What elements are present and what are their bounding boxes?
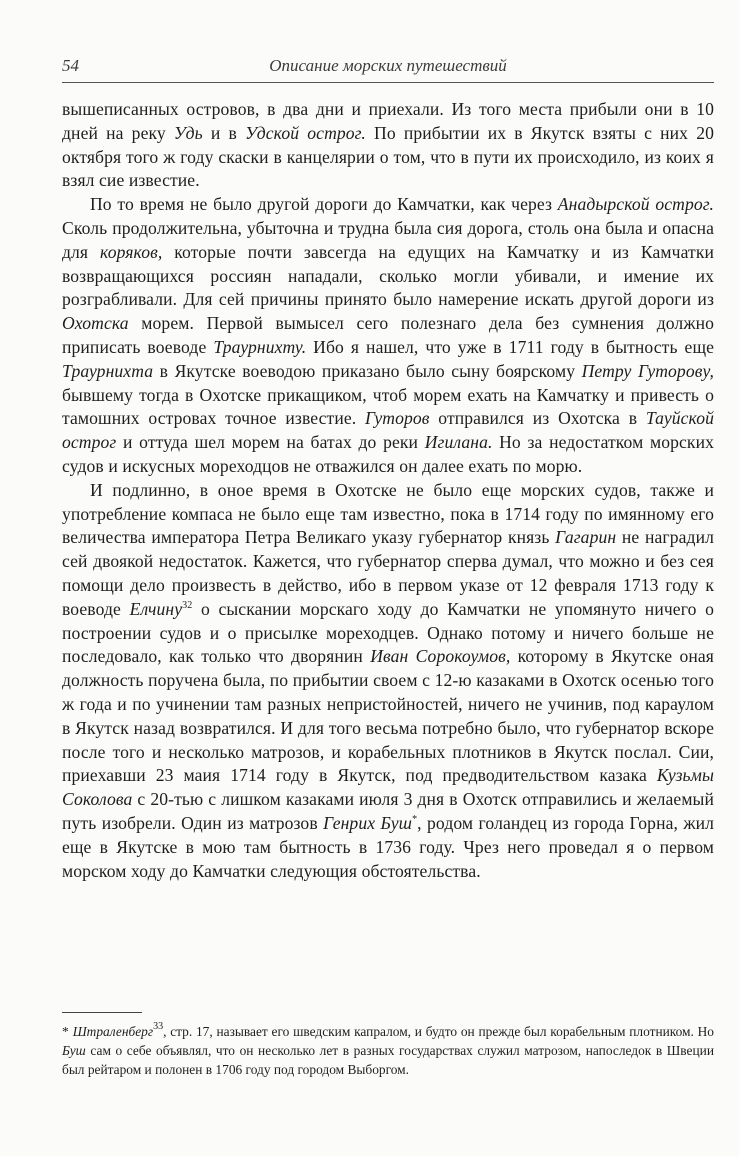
text-run: Но за недостатком морских судов и искусных мореходцов не отважился он далее ехать по морю. (62, 432, 714, 476)
italic-name: Штраленберг (72, 1024, 154, 1039)
footnote-text (62, 1021, 714, 1077)
paragraph (62, 479, 714, 884)
italic-name: коряков, (100, 241, 163, 262)
italic-name: Игилана. (424, 432, 493, 453)
italic-name: Елчину (129, 598, 183, 619)
text-run: о сыскании морскаго ходу до Камчатки не упомянуто ничего о построении судов и о присылке мореходцев. Однако потому и ничего больше не последовало, как только что дворянин (62, 598, 714, 667)
text-run: и в (202, 122, 246, 143)
text-run: Сколь продолжительна, убыточна и трудна была сия дорога, столь она была и опасна для (62, 217, 714, 262)
text-run: сам о себе объявлял, что он несколько лет в разных государствах служил матрозом, напоследок в Швеции был рейтаром и полонен в 1706 году под городом Выборгом. (62, 1043, 714, 1077)
text-run: , стр. 17, называет его шведским капралом, и будто он прежде был корабельным плотником. Но (163, 1024, 714, 1039)
italic-name: Траурнихта (62, 360, 154, 381)
italic-name: Удь (173, 122, 203, 143)
italic-name: Гагарин (555, 527, 617, 548)
paragraph (62, 98, 714, 193)
text-run: и оттуда шел морем на батах до реки (116, 432, 425, 453)
text-run: в Якутске воеводою приказано было сыну боярскому (153, 360, 582, 381)
italic-name: Тауйской острог (62, 408, 714, 453)
note-reference: * (412, 813, 418, 825)
text-run: которые почти завсегда на едущих на Камчатку и из Камчатки возвращающихся россиян нападали, сколько могли убивали, и имение их розграбливали. Для сей причины принято было намерение искать другой дороги из (62, 241, 714, 310)
text-run: с 20-тью с лишком казаками июля 3 дня в Охотск отправились и желаемый путь изобрели. Один из матрозов (62, 789, 714, 833)
note-reference: 32 (182, 599, 193, 611)
italic-name: Петру Гуторову, (581, 360, 714, 381)
italic-name: Кузьмы Соколова (62, 765, 714, 810)
text-run: По прибытии их в Якутск взяты с них 20 октября того ж году скаски в канцелярии о том, что в пути их происходило, из коих я взял сие известие. (62, 122, 715, 191)
text-run: которому в Якутске оная должность поручена была, по прибытии своем с 12-ю казаками в Охотск осенью того ж года и по учинении там разных непристойностей, ничего не учинив, под караулом в Якутск назад возвратился. И для того весьма потребно было, что губернатор вскоре после того и несколько матрозов, и корабельных плотников в Якутск послал. Сии, приехавши 23 маия 1714 году в Якутск, под предводительством казака (62, 646, 714, 786)
italic-name: Охотска (62, 313, 129, 334)
footnote (62, 1022, 714, 1079)
italic-name: Гуторов (365, 408, 430, 429)
text-run: И подлинно, в оное время в Охотске не было еще морских судов, также и употребление компаса не было еще там известно, пока в 1714 году по имянному его величества императора Петра Великаго указу губернатор князь (62, 479, 714, 548)
italic-name: Генрих Буш (323, 812, 413, 833)
body-text (62, 98, 714, 883)
text-run: Ибо я нашел, что уже в 1711 году в бытность еще (306, 336, 714, 357)
footnote-mark: * (62, 1024, 69, 1039)
text-run: По то время не было другой дороги до Камчатки, как через (90, 194, 558, 215)
text-run: , родом голандец из города Горна, жил еще в Якутске в мою там бытность в 1736 году. Чрез него проведал я о первом морском ходу до Камчатки следующия обстоятельства. (62, 812, 715, 881)
text-run: морем. Первой вымысел сего полезнаго дела без сумнения должно приписать воеводе (62, 313, 714, 357)
page-number: 54 (62, 56, 79, 75)
italic-name: Удской острог. (245, 122, 366, 143)
header-rule (62, 82, 714, 83)
text-run: бывшему тогда в Охотске прикащиком, чтоб морем ехать на Камчатку и привесть о тамошних островах точное известие. (62, 384, 714, 429)
italic-name: Иван Сорокоумов, (370, 646, 511, 667)
footnote-rule (62, 1012, 142, 1013)
note-reference: 33 (153, 1021, 164, 1032)
italic-name: Траурнихту. (213, 336, 307, 357)
running-title: Описание морских путешествий (269, 56, 507, 75)
paragraph (62, 193, 714, 479)
text-run: не наградил сей двоякой недостаток. Кажется, что губернатор сперва думал, что можно и без сея помощи дело произвесть в действо, ибо в первом указе от 12 февраля 1713 году к воеводе (62, 527, 714, 619)
text-run: отправился из Охотска в (429, 408, 646, 429)
italic-name: Анадырской острог. (557, 194, 714, 215)
text-run: вышеписанных островов, в два дни и приехали. Из того места прибыли они в 10 дней на реку (62, 99, 714, 143)
italic-name: Буш (62, 1043, 86, 1058)
